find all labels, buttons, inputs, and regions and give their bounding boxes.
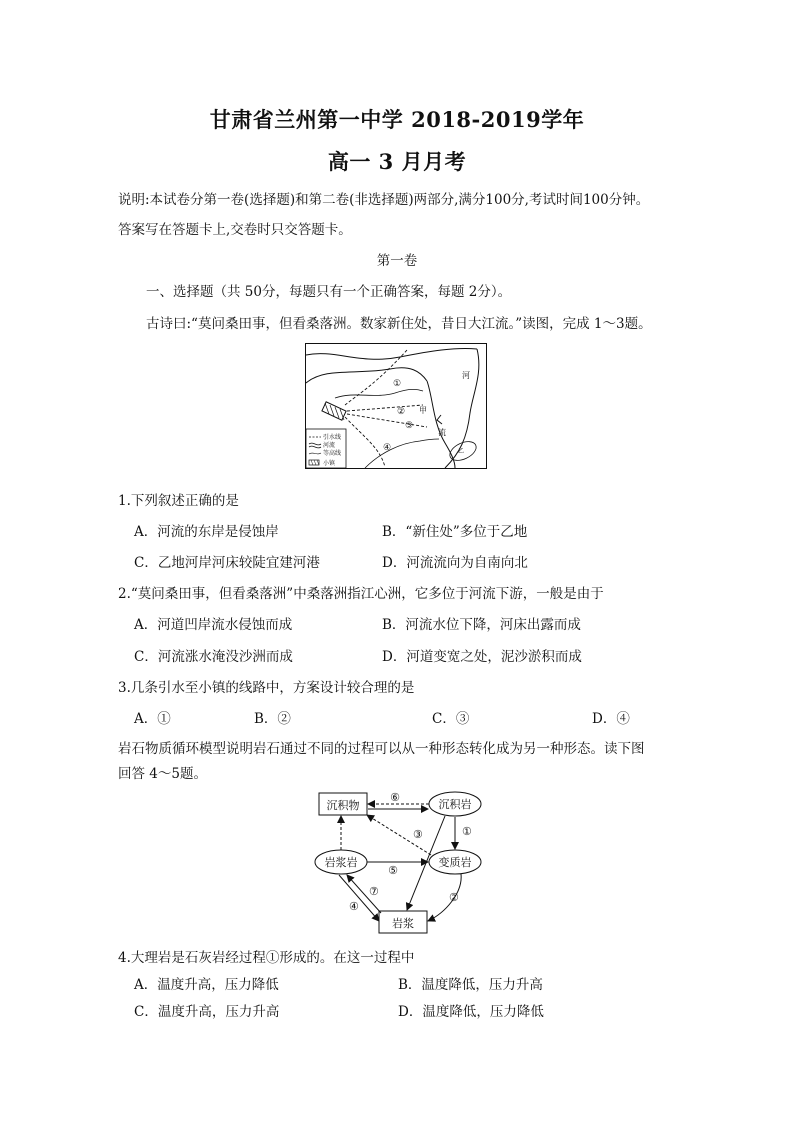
q4-option-b: B．温度降低，压力升高 [398, 977, 543, 993]
route-2-label: ② [397, 407, 406, 417]
passage-2-line-2: 回答 4～5题。 [118, 766, 207, 782]
river-map-figure [305, 343, 487, 469]
q3-option-d: D．④ [592, 711, 630, 727]
page-subtitle: 高一 3 月月考 [327, 149, 467, 174]
question-text: 几条引水至小镇的线路中，方案设计较合理的是 [130, 680, 415, 696]
arrow-label-6: ⑥ [390, 791, 400, 804]
q1-option-b: B．“新住处”多位于乙地 [382, 524, 528, 540]
arrow-label-3: ③ [413, 828, 423, 841]
question-number: 4. [118, 950, 131, 966]
arrow-label-2: ② [449, 891, 459, 904]
q1-option-a: A．河流的东岸是侵蚀岸 [134, 524, 279, 540]
question-text: “莫问桑田事，但看桑落洲”中桑落洲指江心洲，它多位于河流下游，一般是由于 [130, 586, 604, 602]
passage-2-line-1: 岩石物质循环模型说明岩石通过不同的过程可以从一种形态转化成为另一种形态。读下图 [118, 741, 645, 757]
q4-option-a: A．温度升高，压力降低 [134, 977, 279, 993]
q4-option-c: C．温度升高，压力升高 [134, 1004, 280, 1020]
legend-item-2: 等高线 [323, 450, 342, 457]
question-1-stem [118, 489, 239, 509]
question-text: 大理岩是石灰岩经过程①形成的。在这一过程中 [130, 950, 415, 966]
q1-option-d: D．河流流向为自南向北 [382, 555, 528, 571]
q3-option-c: C．③ [432, 711, 470, 727]
q3-option-a: A．① [134, 711, 171, 727]
question-number: 3. [118, 680, 131, 696]
arrow-label-7: ⑦ [369, 885, 379, 898]
node-magma: 岩浆 [392, 917, 414, 930]
question-2-stem [118, 582, 604, 602]
legend-item-1: 河流 [323, 442, 336, 449]
arrow-label-1: ① [462, 825, 472, 838]
river-label-1: 河 [462, 371, 470, 380]
question-4-stem [118, 946, 414, 966]
node-igneous-rock: 岩浆岩 [324, 856, 358, 869]
arrow-label-5: ⑤ [388, 864, 398, 877]
q3-option-b: B．② [254, 711, 291, 727]
q2-option-d: D．河道变宽之处，泥沙淤积而成 [382, 649, 582, 665]
place-yi-label: 乙 [458, 448, 465, 455]
route-4-label: ④ [383, 443, 392, 453]
legend-item-3: 小镇 [323, 460, 336, 467]
question-3-stem [118, 676, 414, 696]
q4-option-d: D．温度降低，压力降低 [398, 1004, 544, 1020]
rock-cycle-diagram [305, 783, 505, 935]
node-metamorphic-rock: 变质岩 [438, 856, 472, 869]
node-sediment: 沉积物 [326, 799, 360, 812]
q2-option-a: A．河道凹岸流水侵蚀而成 [134, 617, 293, 633]
legend-item-0: 引水线 [323, 434, 342, 441]
question-number: 1. [118, 493, 131, 509]
q1-option-c: C．乙地河岸河床较陡宜建河港 [134, 555, 320, 571]
part1-heading: 一、选择题（共 50分，每题只有一个正确答案，每题 2分）。 [146, 284, 512, 300]
section-label: 第一卷 [376, 253, 418, 269]
instructions-line-1: 说明:本试卷分第一卷(选择题)和第二卷(非选择题)两部分,满分100分,考试时间100分钟。 [118, 192, 650, 208]
q2-option-c: C．河流涨水淹没沙洲而成 [134, 649, 293, 665]
passage-1: 古诗曰:“莫问桑田事，但看桑落洲。数家新住处，昔日大江流。”读图，完成 1～3题。 [146, 316, 652, 332]
question-number: 2. [118, 586, 131, 602]
route-3-label: ③ [405, 421, 414, 431]
page-title: 甘肃省兰州第一中学 2018-2019学年 [209, 107, 585, 132]
instructions-line-2: 答案写在答题卡上,交卷时只交答题卡。 [118, 222, 352, 238]
node-sedimentary-rock: 沉积岩 [438, 798, 472, 811]
arrow-label-4: ④ [349, 900, 359, 913]
route-1-label: ① [393, 379, 402, 389]
river-label-2: 流 [438, 428, 446, 437]
q2-option-b: B．河流水位下降，河床出露而成 [382, 617, 581, 633]
place-jia-label: 甲 [419, 406, 427, 415]
question-text: 下列叙述正确的是 [130, 493, 239, 509]
